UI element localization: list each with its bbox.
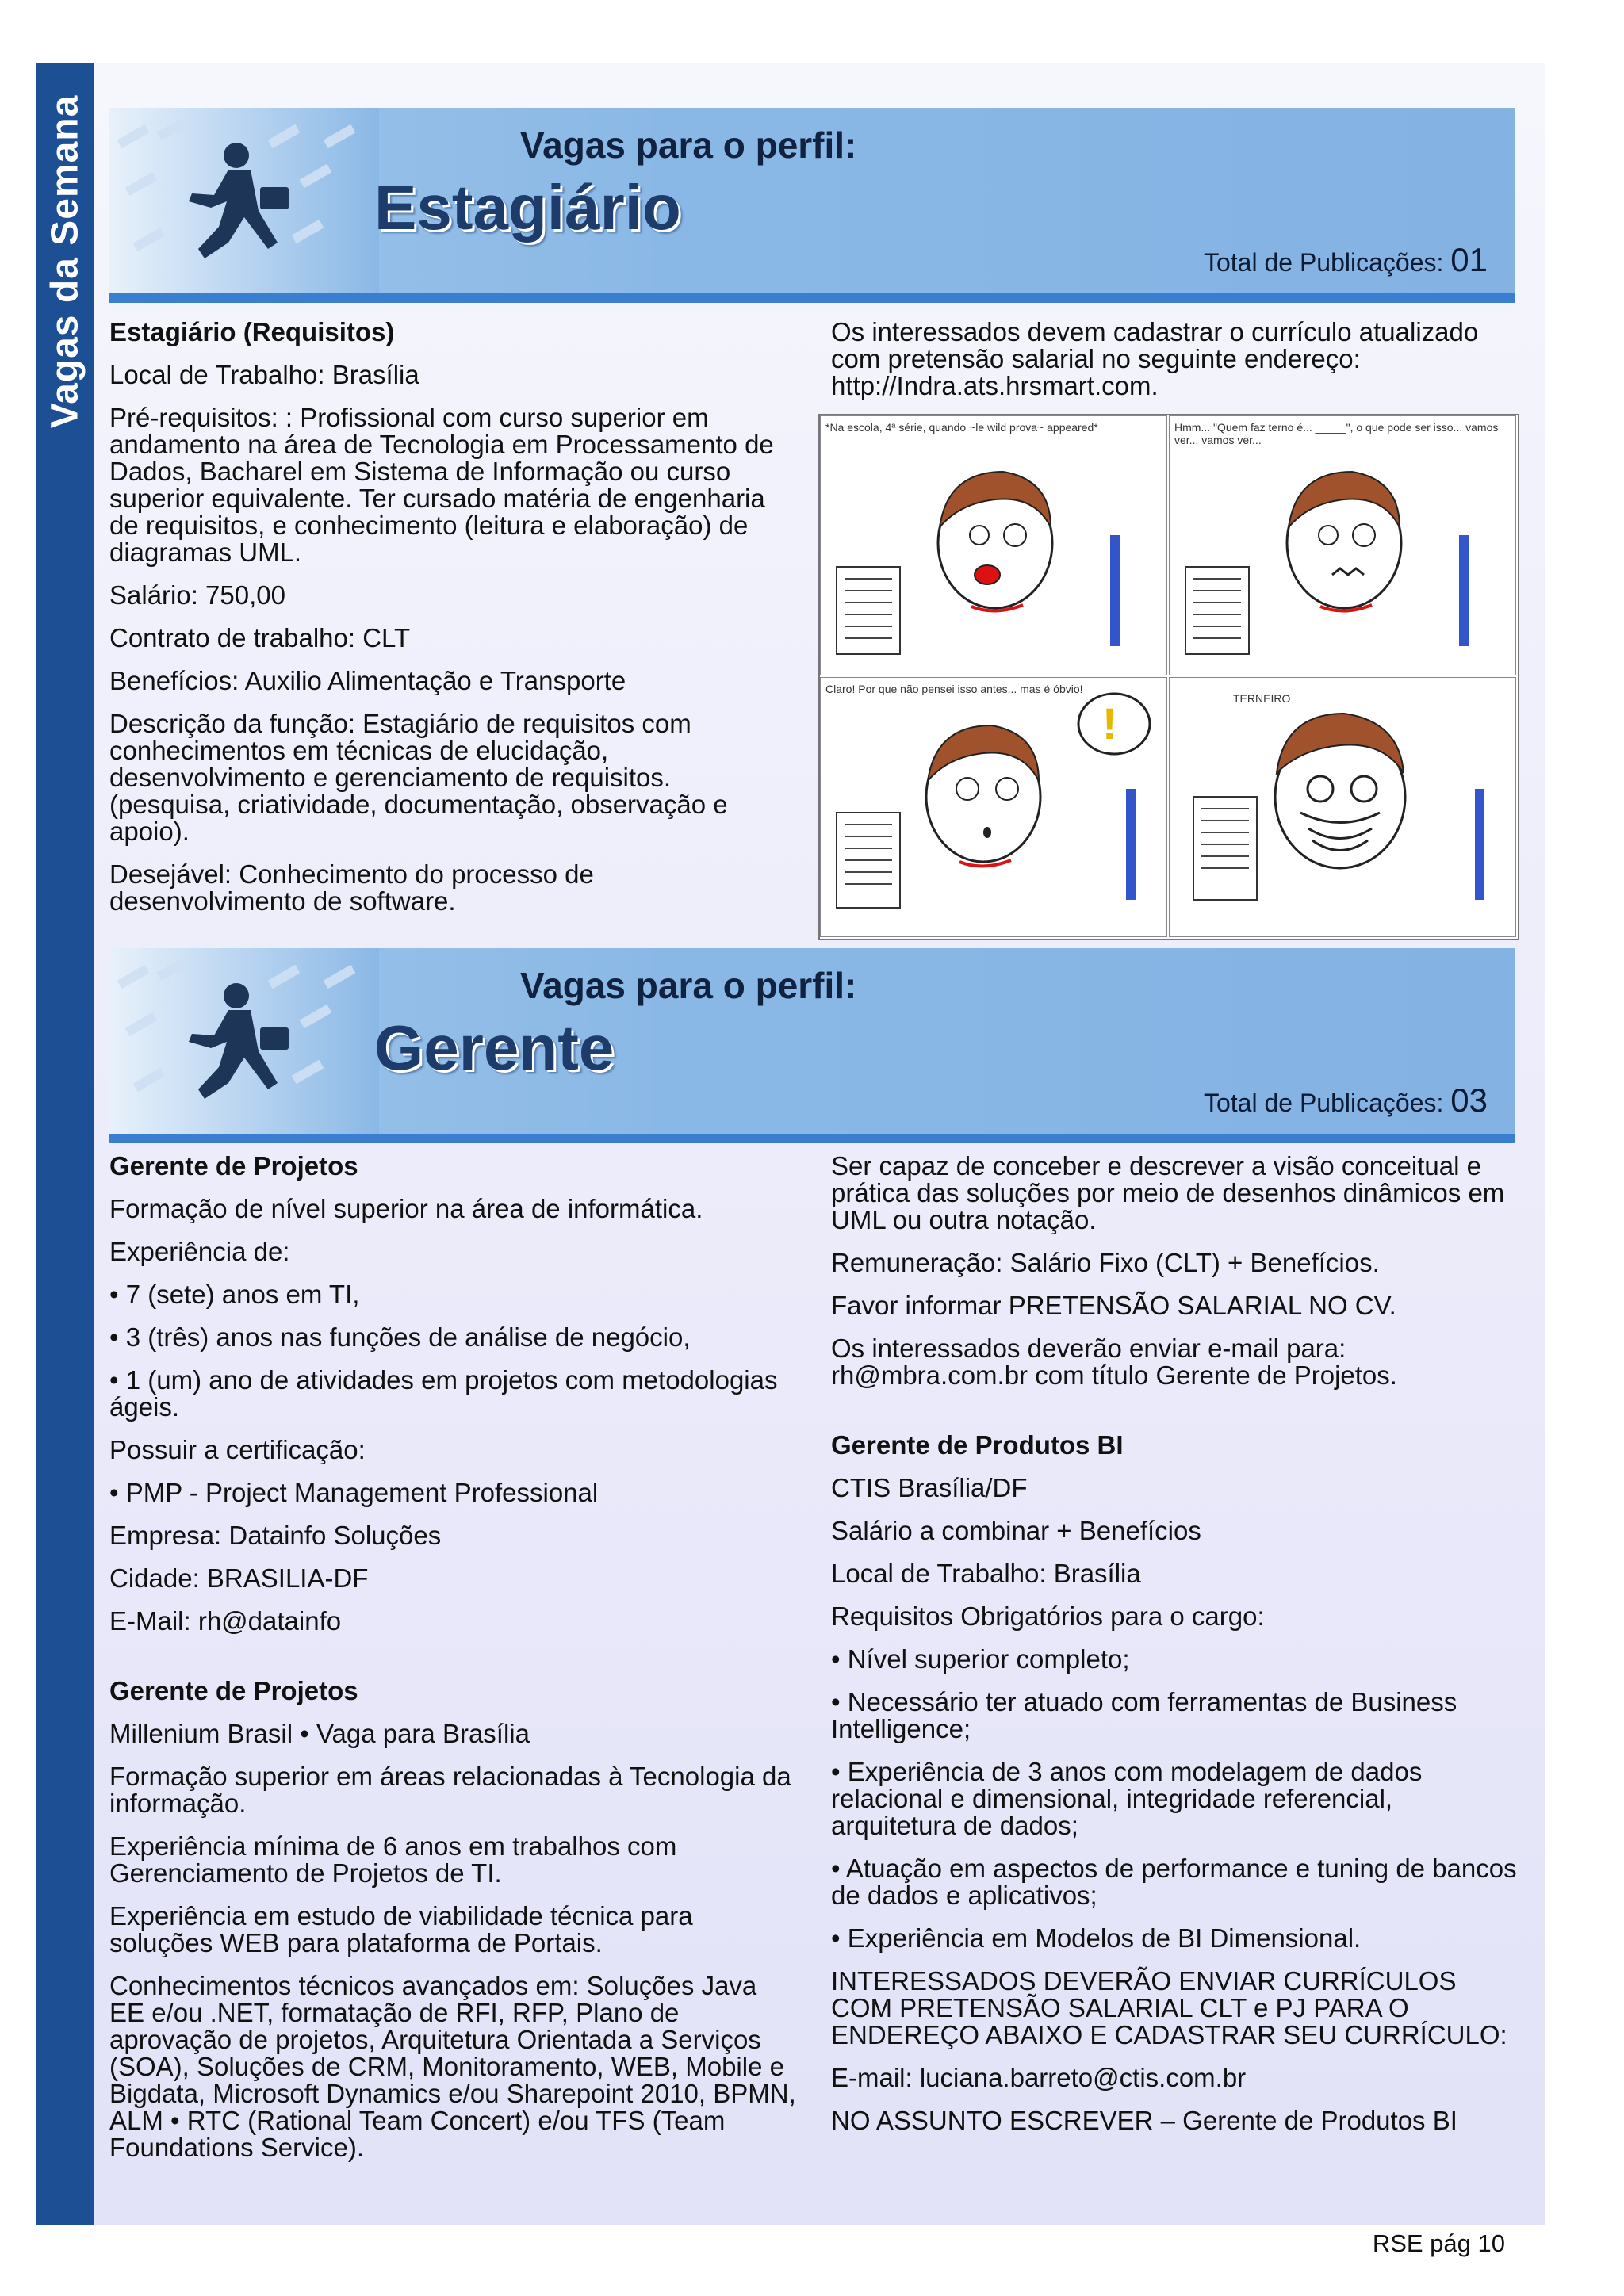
job-line: • 1 (um) ano de atividades em projetos com metodologias ágeis. [109, 1365, 778, 1422]
banner-subtitle: Vagas para o perfil: [520, 965, 857, 1006]
comic-caption: *Na escola, 4ª série, quando ~le wild prova~ appeared* [825, 421, 1098, 434]
rage-face-icon [821, 416, 1168, 676]
exclamation-mark: ! [1102, 698, 1117, 748]
me-gusta-face-icon [1170, 678, 1517, 938]
job-title: Gerente de Produtos BI [831, 1430, 1124, 1460]
banner-gerente [109, 948, 1515, 1143]
banner-title: Gerente [374, 1012, 615, 1083]
comic-panel-3 [820, 677, 1167, 937]
spacer [831, 1405, 1522, 1432]
banner-title: Estagiário [374, 172, 681, 243]
running-man-icon [109, 108, 379, 293]
comic-caption: Hmm... "Quem faz terno é... _____", o que pode ser isso... vamos ver... vamos ver... [1174, 421, 1499, 446]
comic-strip [818, 414, 1519, 940]
job-line: • Necessário ter atuado com ferramentas de Business Intelligence; [831, 1687, 1457, 1743]
job-line: Remuneração: Salário Fixo (CLT) + Benefícios. [831, 1248, 1380, 1277]
job-line: Salário: 750,00 [109, 580, 285, 610]
spacer [109, 1651, 798, 1678]
job-line: Conhecimentos técnicos avançados em: Soluções Java EE e/ou .NET, formatação de RFI, RFP, Plano de aprovação de projetos, Arquitetura Orientada a Serviços (SOA), Soluções de CRM, Monitoramento, WEB, Mobile e Bigdata, Microsoft Dynamics e/ou Sharepoint 2010, BPMN, ALM • RTC (Rational Team Concert) e/ou TFS (Team Foundations Service). [109, 1971, 796, 2162]
job-line: • Experiência de 3 anos com modelagem de dados relacional e dimensional, integridade referencial, arquitetura de dados; [831, 1757, 1423, 1840]
apply-instructions: Os interessados devem cadastrar o currículo atualizado com pretensão salarial no seguinte endereço: http://Indra.ats.hrsmart.com. [831, 317, 1479, 400]
job-line: Ser capaz de conceber e descrever a visão conceitual e prática das soluções por meio de desenhos dinâmicos em UML ou outra notação. [831, 1151, 1505, 1234]
job-line: Desejável: Conhecimento do processo de desenvolvimento de software. [109, 859, 594, 916]
job-line: Experiência em estudo de viabilidade técnica para soluções WEB para plataforma de Portais. [109, 1901, 693, 1957]
job-line: Formação superior em áreas relacionadas à Tecnologia da informação. [109, 1762, 791, 1818]
job-title: Gerente de Projetos [109, 1151, 358, 1181]
thinking-face-icon [1170, 416, 1517, 676]
gerente-right-column [831, 1153, 1522, 2150]
side-label: Vagas da Semana [44, 94, 86, 429]
job-line: Empresa: Datainfo Soluções [109, 1521, 442, 1550]
count-value: 01 [1450, 241, 1488, 278]
count-label: Total de Publicações: [1203, 1089, 1444, 1117]
job-line: Requisitos Obrigatórios para o cargo: [831, 1601, 1265, 1631]
job-line: Formação de nível superior na área de informática. [109, 1194, 703, 1223]
comic-panel-4 [1169, 677, 1516, 937]
job-line: • Atuação em aspectos de performance e tuning de bancos de dados e aplicativos; [831, 1854, 1517, 1910]
job-line: Favor informar PRETENSÃO SALARIAL NO CV. [831, 1291, 1396, 1320]
publication-count [1204, 1081, 1488, 1119]
job-line: Os interessados deverão enviar e-mail para: rh@mbra.com.br com título Gerente de Projetos. [831, 1334, 1397, 1390]
job-line: Pré-requisitos: : Profissional com curso superior em andamento na área de Tecnologia em Processamento de Dados, Bacharel em Sistema de Informação ou curso superior equivalente. Ter cursado matéria de engenharia de requisitos, e conhecimento (leitura e elaboração) de diagramas UML. [109, 403, 774, 567]
banner-estagiario [109, 108, 1515, 303]
page-footer: RSE pág 10 [1372, 2229, 1505, 2257]
job-line: • Experiência em Modelos de BI Dimensional. [831, 1923, 1362, 1953]
job-line: Millenium Brasil • Vaga para Brasília [109, 1719, 530, 1748]
job-line: E-Mail: rh@datainfo [109, 1606, 342, 1636]
job-line: Salário a combinar + Benefícios [831, 1516, 1201, 1545]
job-line: • 3 (três) anos nas funções de análise de negócio, [109, 1322, 691, 1352]
gerente-left-column [109, 1153, 798, 2177]
job-line: Descrição da função: Estagiário de requisitos com conhecimentos em técnicas de elucidação, desenvolvimento e gerenciamento de requisitos. (pesquisa, criatividade, documentação, observação e apoio). [109, 709, 728, 846]
job-title: Gerente de Projetos [109, 1676, 358, 1705]
estagiario-right-column [831, 319, 1522, 415]
banner-subtitle: Vagas para o perfil: [520, 124, 857, 166]
job-line: • 7 (sete) anos em TI, [109, 1280, 360, 1309]
comic-panel-2 [1169, 415, 1516, 675]
comic-caption: Claro! Por que não pensei isso antes... mas é óbvio! [825, 683, 1083, 695]
comic-caption: TERNEIRO [1233, 692, 1291, 705]
job-title: Estagiário (Requisitos) [109, 317, 395, 346]
contact-email: E-mail: luciana.barreto@ctis.com.br [831, 2063, 1247, 2092]
job-line: Cidade: BRASILIA-DF [109, 1563, 369, 1593]
job-line: Local de Trabalho: Brasília [109, 360, 419, 389]
job-line: INTERESSADOS DEVERÃO ENVIAR CURRÍCULOS COM PRETENSÃO SALARIAL CLT e PJ PARA O ENDEREÇO ABAIXO E CADASTRAR SEU CURRÍCULO: [831, 1966, 1507, 2049]
job-line: Benefícios: Auxilio Alimentação e Transporte [109, 666, 626, 695]
job-line: Experiência de: [109, 1237, 290, 1266]
job-line: Local de Trabalho: Brasília [831, 1559, 1141, 1588]
job-line: Experiência mínima de 6 anos em trabalhos com Gerenciamento de Projetos de TI. [109, 1831, 677, 1888]
job-line: • Nível superior completo; [831, 1644, 1130, 1674]
estagiario-left-column [109, 319, 791, 931]
publication-count [1204, 241, 1488, 279]
count-label: Total de Publicações: [1203, 248, 1444, 277]
count-value: 03 [1450, 1081, 1488, 1119]
job-line: Contrato de trabalho: CLT [109, 623, 411, 652]
job-line: Possuir a certificação: [109, 1435, 366, 1464]
running-man-icon [109, 948, 379, 1134]
job-line: • PMP - Project Management Professional [109, 1478, 599, 1507]
job-line: CTIS Brasília/DF [831, 1473, 1028, 1502]
comic-panel-1 [820, 415, 1167, 675]
job-line: NO ASSUNTO ESCREVER – Gerente de Produtos BI [831, 2106, 1457, 2135]
